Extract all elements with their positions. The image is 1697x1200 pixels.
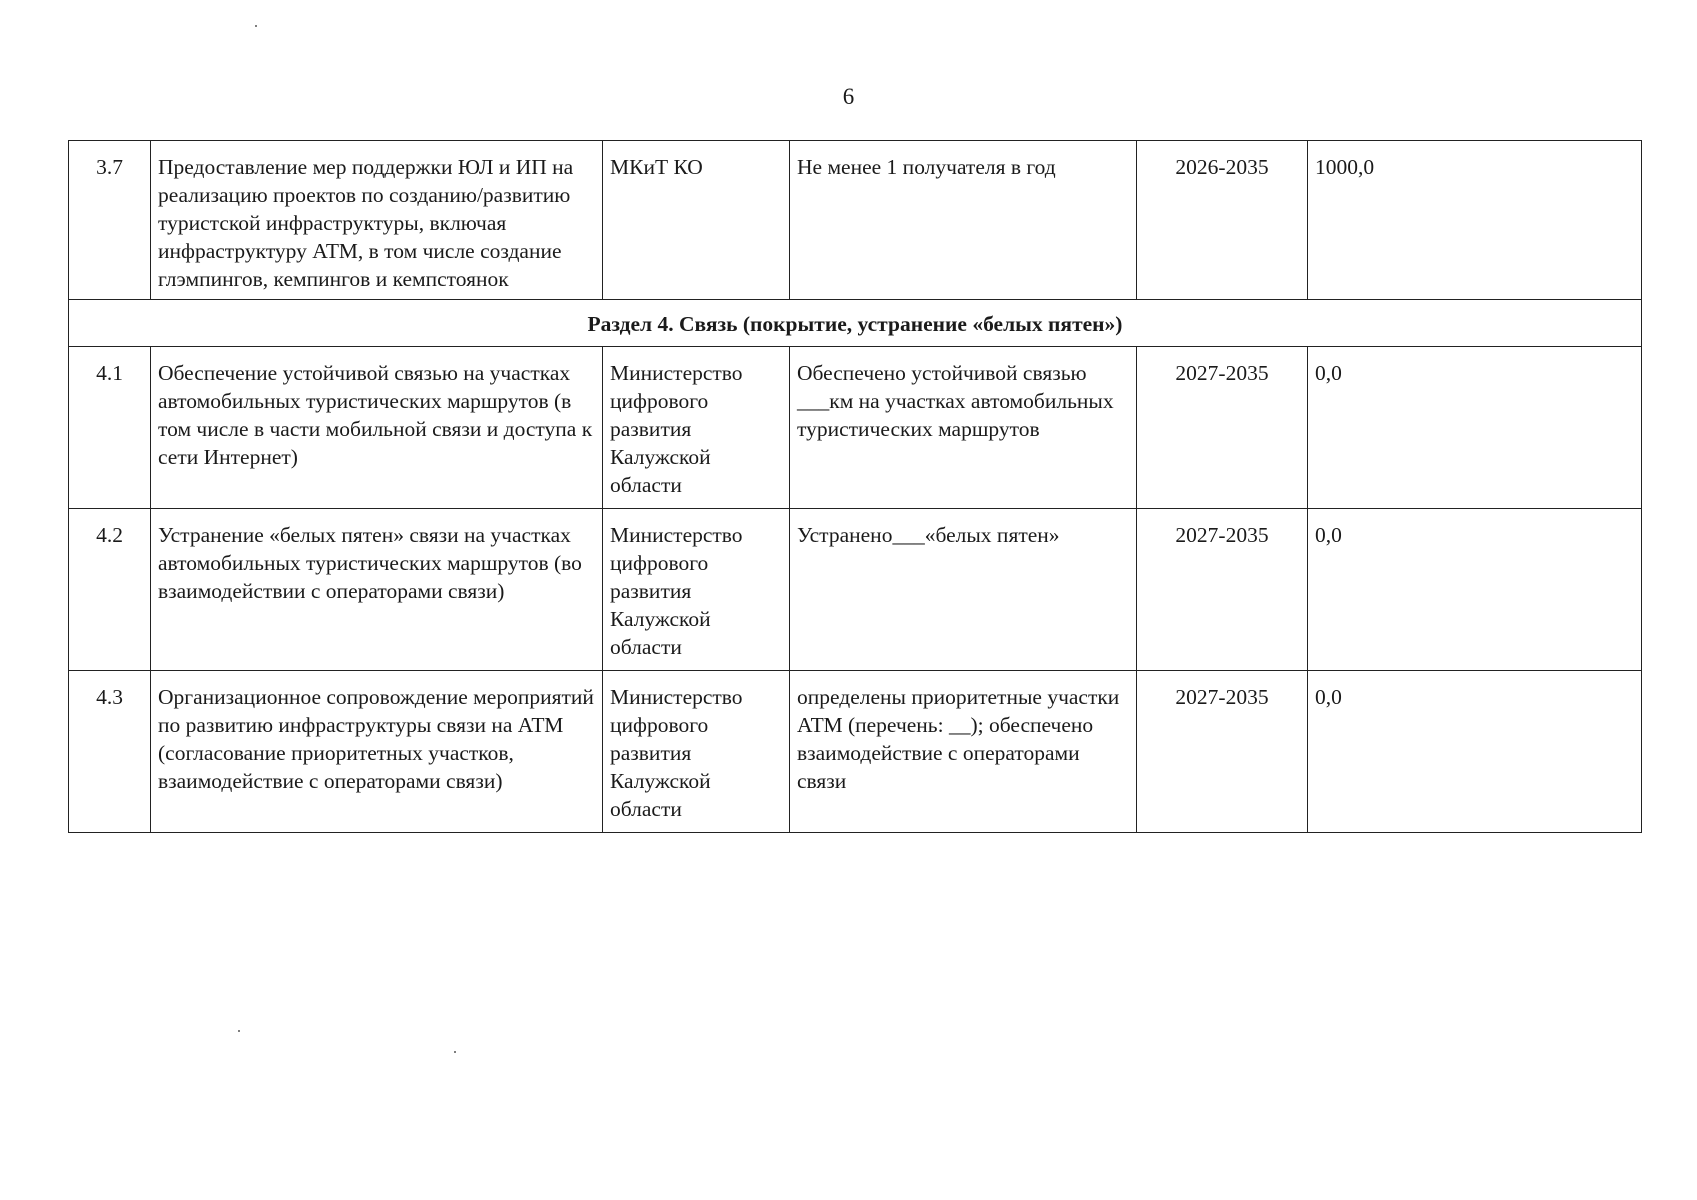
activity-cell: Устранение «белых пятен» связи на участках автомобильных туристических маршрутов (во взаимодействии с операторами связи) [151,509,603,671]
executor-cell: МКиТ КО [603,141,790,300]
row-number: 4.1 [69,347,151,509]
table-row [69,509,1642,671]
table-row [69,671,1642,833]
row-number: 4.2 [69,509,151,671]
row-number: 4.3 [69,671,151,833]
result-cell: Не менее 1 получателя в год [790,141,1137,300]
row-number: 3.7 [69,141,151,300]
period-cell: 2026-2035 [1137,141,1308,300]
amount-cell: 0,0 [1308,671,1642,833]
activity-cell: Обеспечение устойчивой связью на участках автомобильных туристических маршрутов (в том числе в части мобильной связи и доступа к сети Интернет) [151,347,603,509]
section-title: Раздел 4. Связь (покрытие, устранение «белых пятен») [69,300,1642,347]
executor-cell: Министерство цифрового развития Калужской области [603,509,790,671]
table-row [69,141,1642,300]
period-cell: 2027-2035 [1137,509,1308,671]
period-cell: 2027-2035 [1137,671,1308,833]
measures-table [68,140,1642,833]
amount-cell: 0,0 [1308,347,1642,509]
period-cell: 2027-2035 [1137,347,1308,509]
amount-cell: 0,0 [1308,509,1642,671]
amount-cell: 1000,0 [1308,141,1642,300]
scan-speck [238,1030,240,1032]
result-cell: определены приоритетные участки АТМ (перечень: __); обеспечено взаимодействие с операторами связи [790,671,1137,833]
result-cell: Обеспечено устойчивой связью ___км на участках автомобильных туристических маршрутов [790,347,1137,509]
page-number: 6 [842,84,855,109]
executor-cell: Министерство цифрового развития Калужской области [603,347,790,509]
scan-speck [255,25,257,27]
executor-cell: Министерство цифрового развития Калужской области [603,671,790,833]
activity-cell: Организационное сопровождение мероприятий по развитию инфраструктуры связи на АТМ (согласование приоритетных участков, взаимодействие с операторами связи) [151,671,603,833]
table-row [69,347,1642,509]
result-cell: Устранено___«белых пятен» [790,509,1137,671]
section-header-row [69,300,1642,347]
activity-cell: Предоставление мер поддержки ЮЛ и ИП на реализацию проектов по созданию/развитию туристской инфраструктуры, включая инфраструктуру АТМ, в том числе создание глэмпингов, кемпингов и кемпстоянок [151,141,603,300]
scan-speck [454,1051,456,1053]
